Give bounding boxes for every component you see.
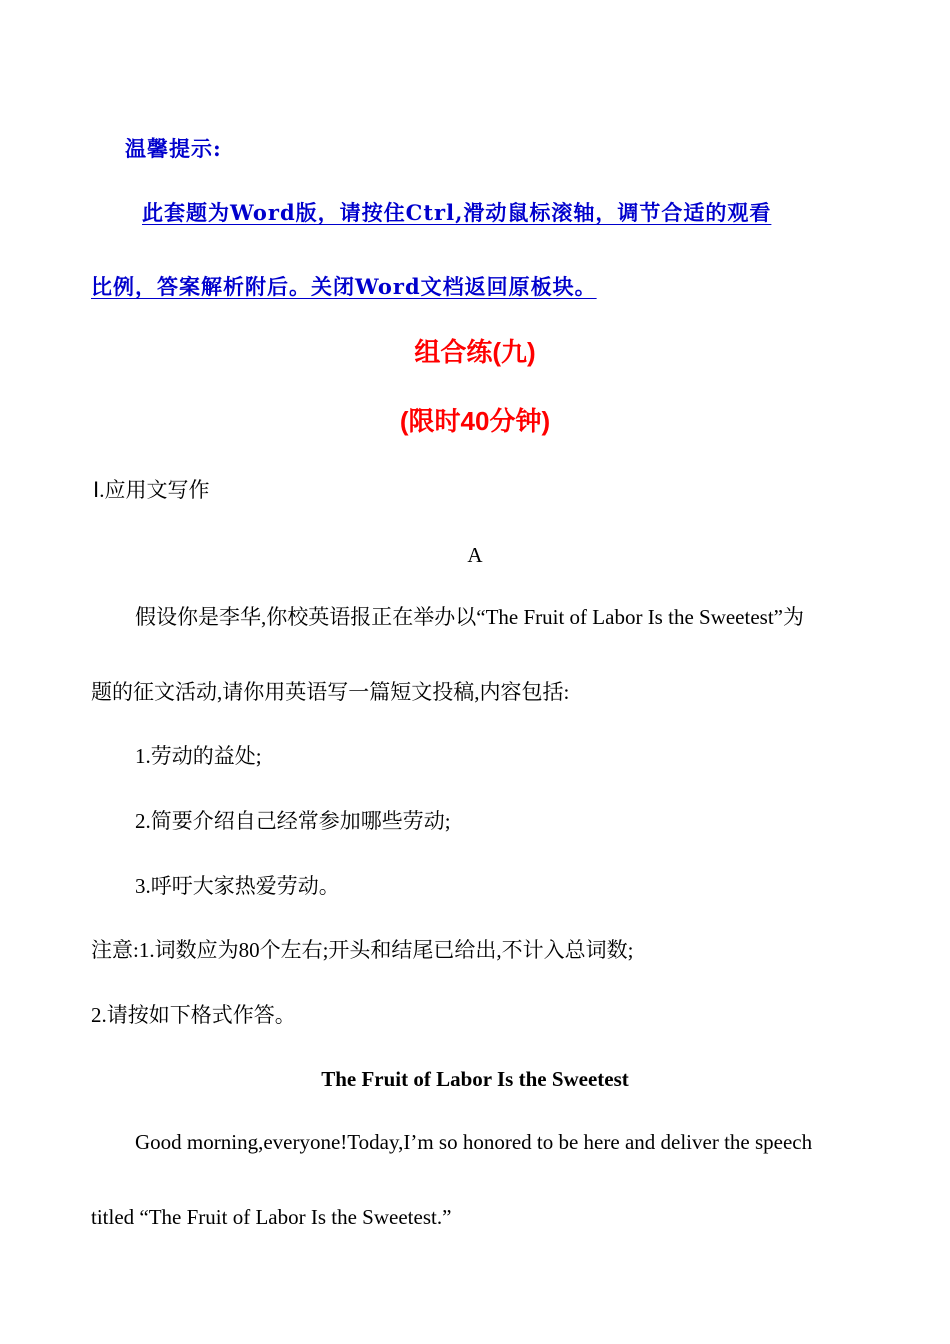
notice-link-line-2[interactable]: 比例，答案解析附后。关闭Word文档返回原板块。: [91, 274, 597, 299]
note-line-1: 注意:1.词数应为80个左右;开头和结尾已给出,不计入总词数;: [91, 938, 634, 962]
notice-link-line-1[interactable]: 此套题为Word版，请按住Ctrl,滑动鼠标滚轴，调节合适的观看: [142, 200, 772, 225]
tip-heading: 温馨提示:: [125, 136, 222, 161]
document-title: 组合练(九): [414, 337, 536, 367]
prompt-line-1: 假设你是李华,你校英语报正在举办以“The Fruit of Labor Is the Sweetest”为: [135, 605, 804, 629]
part-label: A: [467, 543, 483, 567]
section-heading: Ⅰ.应用文写作: [93, 478, 210, 502]
prompt-line-2: 题的征文活动,请你用英语写一篇短文投稿,内容包括:: [91, 680, 570, 704]
note-line-2: 2.请按如下格式作答。: [91, 1003, 296, 1027]
time-limit: (限时40分钟): [399, 406, 551, 436]
essay-opening-line-2: titled “The Fruit of Labor Is the Sweetest.”: [91, 1205, 452, 1229]
list-item: 2.简要介绍自己经常参加哪些劳动;: [135, 809, 451, 833]
list-item: 3.呼吁大家热爱劳动。: [135, 874, 340, 898]
essay-title: The Fruit of Labor Is the Sweetest: [321, 1067, 629, 1091]
list-item: 1.劳动的益处;: [135, 744, 262, 768]
essay-opening-line-1: Good morning,everyone!Today,I’m so honored to be here and deliver the speech: [135, 1130, 813, 1154]
